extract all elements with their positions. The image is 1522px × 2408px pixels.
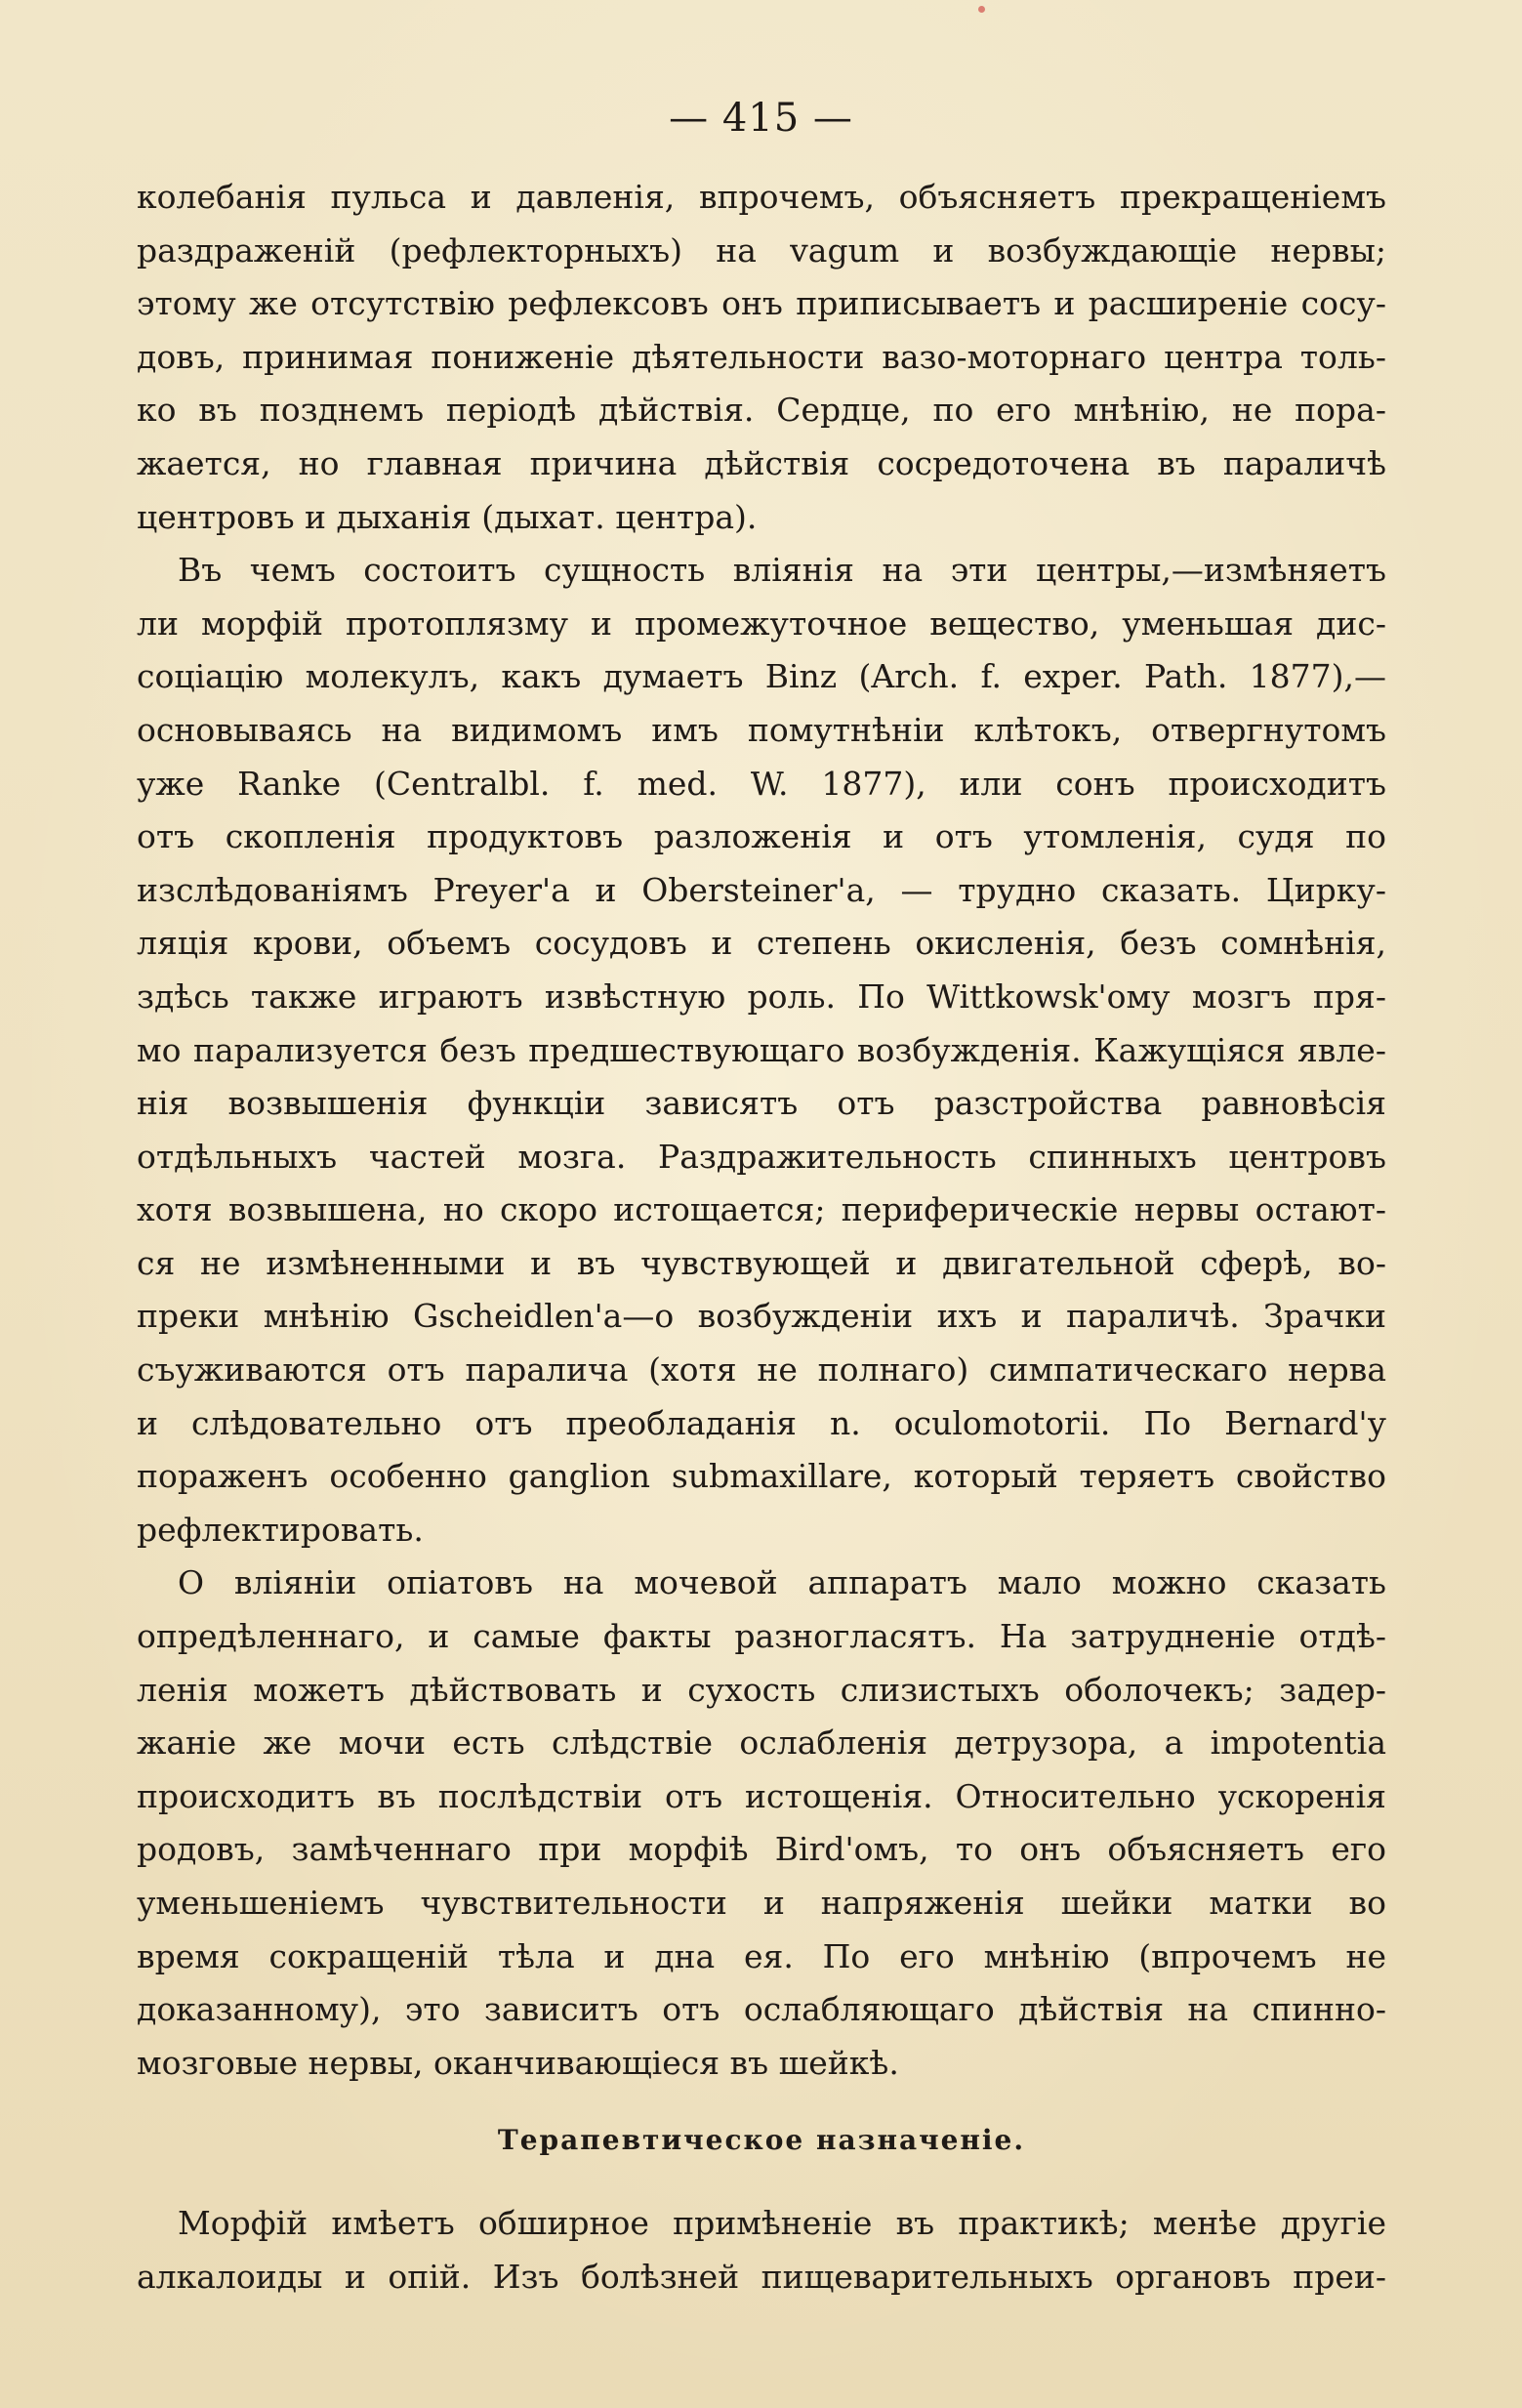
text-line: алкалоиды и опій. Изъ болѣзней пищеварительныхъ органовъ преи- <box>137 2257 1386 2296</box>
page-number: — 415 — <box>669 96 853 141</box>
text-line: родовъ, замѣченнаго при морфіѣ Bird'омъ, то онъ объясняетъ его <box>137 1830 1386 1869</box>
text-line: опредѣленнаго, и самые факты разногласятъ. На затрудненіе отдѣ- <box>137 1617 1386 1656</box>
text-line: Въ чемъ состоитъ сущность вліянія на эти центры,—измѣняетъ <box>178 551 1386 590</box>
text-line: О вліяніи опіатовъ на мочевой аппаратъ мало можно сказать <box>178 1563 1386 1602</box>
text-line: доказанному), это зависитъ отъ ослабляющаго дѣйствія на спинно- <box>137 1990 1386 2029</box>
paragraph-3 <box>137 1557 1386 2090</box>
text-line: центровъ и дыханія (дыхат. центра). <box>137 497 758 536</box>
text-line: время сокращеній тѣла и дна ея. По его мнѣнію (впрочемъ не <box>137 1936 1386 1975</box>
text-line: колебанія пульса и давленія, впрочемъ, объясняетъ прекращеніемъ <box>137 178 1386 216</box>
text-line: жается, но главная причина дѣйствія сосредоточена въ параличѣ <box>137 443 1386 482</box>
text-line: и слѣдовательно отъ преобладанія n. oculomotorii. По Bernard'у <box>137 1403 1386 1442</box>
text-line: уже Ranke (Centralbl. f. med. W. 1877), или сонъ происходитъ <box>137 764 1386 803</box>
paragraph-2 <box>137 544 1386 1557</box>
text-line: отъ скопленія продуктовъ разложенія и отъ утомленія, судя по <box>137 817 1386 856</box>
red-ink-spot <box>978 6 985 13</box>
paragraph-1 <box>137 171 1386 544</box>
text-line: жаніе же мочи есть слѣдствіе ослабленія детрузора, а impotentia <box>137 1723 1386 1763</box>
text-line: раздраженій (рефлекторныхъ) на vagum и возбуждающіе нервы; <box>137 230 1386 270</box>
text-line: преки мнѣнію Gscheidlen'а—о возбужденіи ихъ и параличѣ. Зрачки <box>137 1297 1386 1336</box>
text-line: ся не измѣненными и въ чувствующей и двигательной сферѣ, во- <box>137 1243 1386 1282</box>
text-line: ли морфій протоплязму и промежуточное вещество, уменьшая дис- <box>137 603 1386 643</box>
text-line: пораженъ особенно ganglion submaxillare, который теряетъ свойство <box>137 1457 1386 1496</box>
text-line: довъ, принимая пониженіе дѣятельности вазо-моторнаго центра толь- <box>137 337 1386 376</box>
text-line: этому же отсутствію рефлексовъ онъ приписываетъ и расширеніе сосу- <box>137 284 1386 323</box>
text-line: ляція крови, объемъ сосудовъ и степень окисленія, безъ сомнѣнія, <box>137 924 1386 963</box>
text-line: мо парализуется безъ предшествующаго возбужденія. Кажущіяся явле- <box>137 1030 1386 1069</box>
section-heading: Терапевтическое назначеніе. <box>497 2124 1026 2157</box>
text-line: хотя возвышена, но скоро истощается; периферическіе нервы остают- <box>137 1190 1386 1229</box>
text-line: уменьшеніемъ чувствительности и напряженія шейки матки во <box>137 1884 1386 1922</box>
text-line: здѣсь также играютъ извѣстную роль. По Wittkowsk'ому мозгъ пря- <box>137 976 1386 1016</box>
text-line: Морфій имѣетъ обширное примѣненіе въ практикѣ; менѣе другіе <box>178 2204 1386 2243</box>
text-line: рефлектировать. <box>137 1510 424 1549</box>
text-line: съуживаются отъ паралича (хотя не полнаго) симпатическаго нерва <box>137 1350 1386 1390</box>
text-line: соціацію молекулъ, какъ думаетъ Binz (Arch. f. exper. Path. 1877),— <box>137 657 1386 696</box>
section-paragraph <box>137 2197 1386 2304</box>
text-line: ко въ позднемъ періодѣ дѣйствія. Сердце, по его мнѣнію, не пора- <box>137 391 1386 430</box>
text-line: нія возвышенія функціи зависятъ отъ разстройства равновѣсія <box>137 1084 1386 1123</box>
text-line: основываясь на видимомъ имъ помутнѣніи клѣтокъ, отвергнутомъ <box>137 710 1386 749</box>
text-line: происходитъ въ послѣдствіи отъ истощенія. Относительно ускоренія <box>137 1776 1386 1815</box>
text-line: ленія можетъ дѣйствовать и сухость слизистыхъ оболочекъ; задер- <box>137 1670 1386 1709</box>
text-body <box>137 171 1386 2304</box>
text-line: мозговые нервы, оканчивающіеся въ шейкѣ. <box>137 2043 899 2082</box>
text-line: отдѣльныхъ частей мозга. Раздражительность спинныхъ центровъ <box>137 1137 1386 1176</box>
text-line: изслѣдованіямъ Preyer'а и Obersteiner'а, — трудно сказать. Цирку- <box>137 870 1386 909</box>
